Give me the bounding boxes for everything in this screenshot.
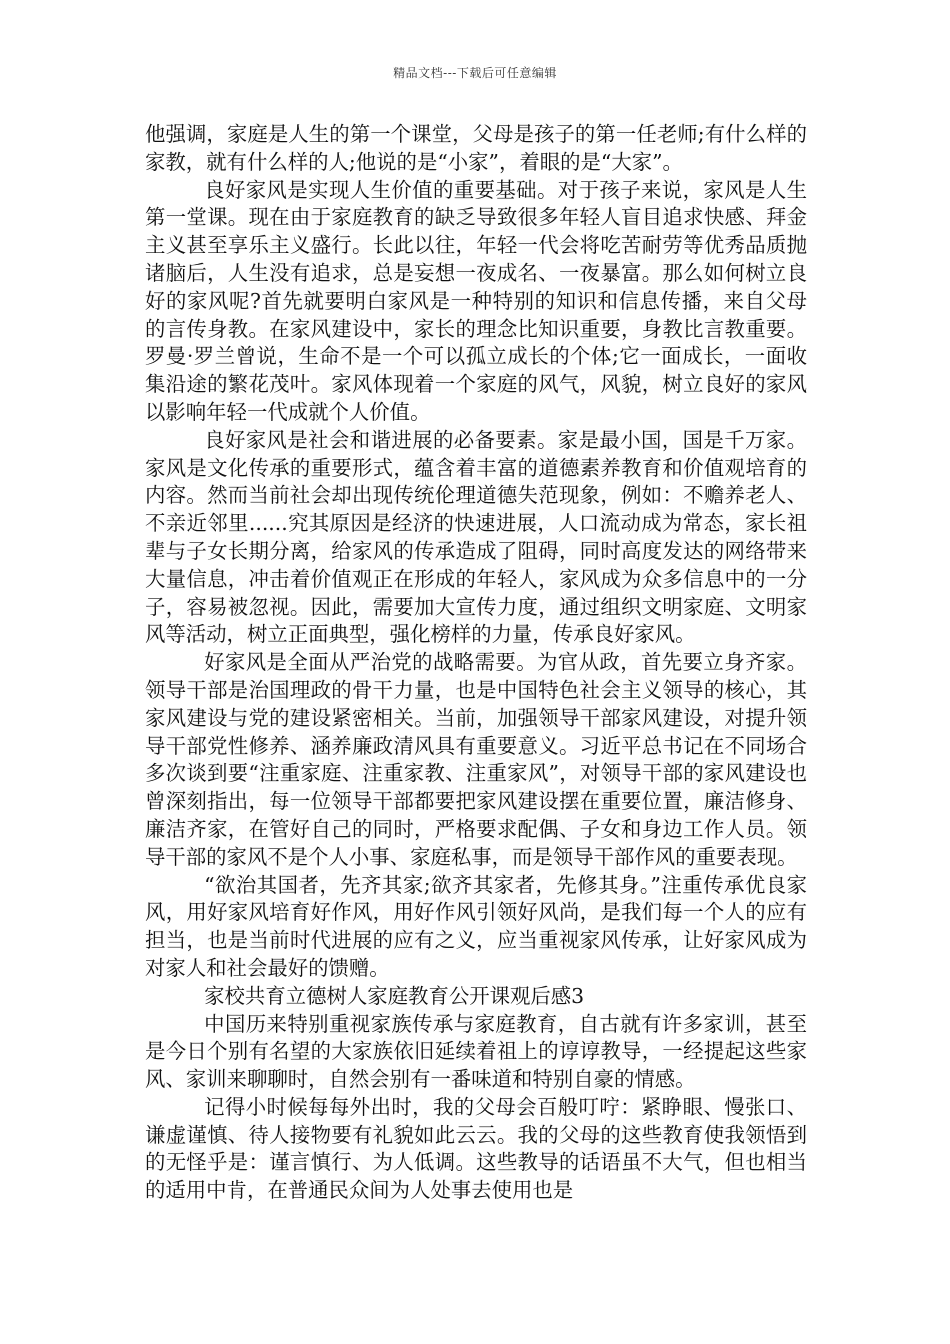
paragraph-1: 他强调，家庭是人生的第一个课堂，父母是孩子的第一任老师;有什么样的家教，就有什么样的人;他说的是“小家”，着眼的是“大家”。 [145, 122, 807, 174]
paragraph-4: 好家风是全面从严治党的战略需要。为官从政，首先要立身齐家。领导干部是治国理政的骨干力量，也是中国特色社会主义领导的核心，其家风建设与党的建设紧密相关。当前，加强领导干部家风建设，对提升领导干部党性修养、涵养廉政清风具有重要意义。习近平总书记在不同场合多次谈到要“注重家庭、注重家教、注重家风”，对领导干部的家风建设也曾深刻指出，每一位领导干部都要把家风建设摆在重要位置，廉洁修身、廉洁齐家，在管好自己的同时，严格要求配偶、子女和身边工作人员。领导干部的家风不是个人小事、家庭私事，而是领导干部作风的重要表现。 [145, 650, 807, 869]
paragraph-7: 记得小时候每每外出时，我的父母会百般叮咛：紧睁眼、慢张口、谦虚谨慎、待人接物要有礼貌如此云云。我的父母的这些教育使我领悟到的无怪乎是：谨言慎行、为人低调。这些教导的话语虽不大气，但也相当的适用中肯，在普通民众间为人处事去使用也是 [145, 1094, 807, 1203]
section-title: 家校共育立德树人家庭教育公开课观后感3 [204, 983, 585, 1008]
paragraph-2: 良好家风是实现人生价值的重要基础。对于孩子来说，家风是人生第一堂课。现在由于家庭教育的缺乏导致很多年轻人盲目追求快感、拜金主义甚至享乐主义盛行。长此以往，年轻一代会将吃苦耐劳等优秀品质抛诸脑后，人生没有追求，总是妄想一夜成名、一夜暴富。那么如何树立良好的家风呢?首先就要明白家风是一种特别的知识和信息传播，来自父母的言传身教。在家风建设中，家长的理念比知识重要，身教比言教重要。罗曼·罗兰曾说，生命不是一个可以孤立成长的个体;它一面成长，一面收集沿途的繁花茂叶。家风体现着一个家庭的风气，风貌，树立良好的家风以影响年轻一代成就个人价值。 [145, 177, 807, 424]
page-header: 精品文档---下载后可任意编辑 [393, 66, 557, 80]
paragraph-3: 良好家风是社会和谐进展的必备要素。家是最小国，国是千万家。家风是文化传承的重要形式，蕴含着丰富的道德素养教育和价值观培育的内容。然而当前社会却出现传统伦理道德失范现象，例如：不赡养老人、不亲近邻里......究其原因是经济的快速进展，人口流动成为常态，家长祖辈与子女长期分离，给家风的传承造成了阻碍，同时高度发达的网络带来大量信息，冲击着价值观正在形成的年轻人，家风成为众多信息中的一分子，容易被忽视。因此，需要加大宣传力度，通过组织文明家庭、文明家风等活动，树立正面典型，强化榜样的力量，传承良好家风。 [145, 427, 807, 647]
document-body [145, 121, 807, 1205]
paragraph-6: 中国历来特别重视家族传承与家庭教育，自古就有许多家训，甚至是今日个别有名望的大家族依旧延续着祖上的谆谆教导，一经提起这些家风、家训来聊聊时，自然会别有一番味道和特别自豪的情感。 [145, 1011, 807, 1092]
paragraph-5: “欲治其国者，先齐其家;欲齐其家者，先修其身。”注重传承优良家风，用好家风培育好作风，用好作风引领好风尚，是我们每一个人的应有担当，也是当前时代进展的应有之义，应当重视家风传承，让好家风成为对家人和社会最好的馈赠。 [145, 872, 807, 980]
